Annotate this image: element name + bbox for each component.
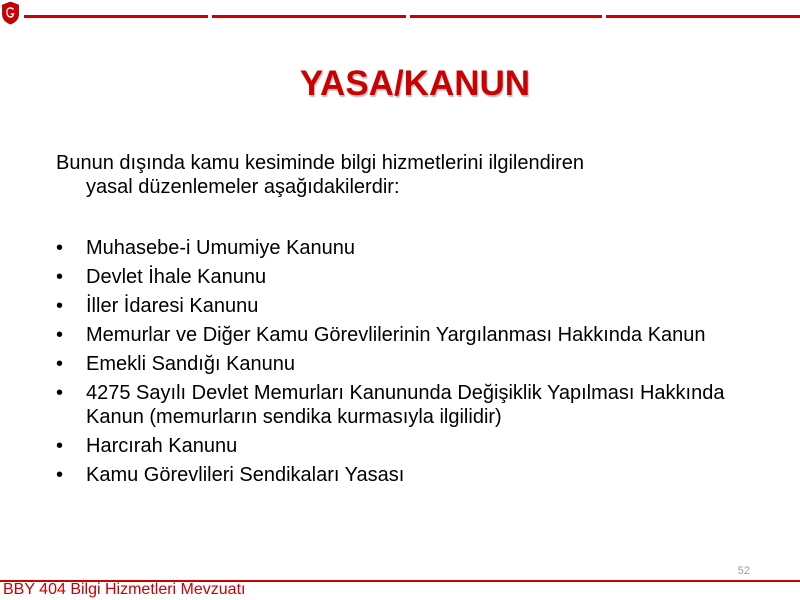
slide-title: YASA/KANUN [299, 64, 531, 103]
list-item-text: 4275 Sayılı Devlet Memurları Kanununda Değişiklik Yapılması Hakkında Kanun (memurların sendika kurmasıyla ilgilidir) [86, 382, 725, 428]
list-item [56, 236, 776, 260]
intro-line-1: Bunun dışında kamu kesiminde bilgi hizmetlerini ilgilendiren [56, 152, 585, 174]
list-item-text: Harcırah Kanunu [86, 435, 238, 457]
list-item-text: Emekli Sandığı Kanunu [86, 353, 296, 375]
header-rule-2-shadow [212, 17, 406, 18]
footer-course-title: BBY 404 Bilgi Hizmetleri Mevzuatı [3, 581, 246, 598]
page-number: 52 [737, 565, 750, 577]
header-rule-4-shadow [606, 17, 800, 18]
bullet-icon: • [56, 435, 64, 457]
bullet-icon: • [56, 295, 64, 317]
intro-line-2: yasal düzenlemeler aşağıdakilerdir: [86, 176, 400, 198]
bullet-icon: • [56, 464, 64, 486]
list-item [56, 463, 776, 487]
bullet-icon: • [56, 237, 64, 259]
list-item-text: Memurlar ve Diğer Kamu Görevlilerinin Yargılanması Hakkında Kanun [86, 324, 706, 346]
header-rule-3-shadow [410, 17, 602, 18]
list-item [56, 352, 776, 376]
bullet-icon: • [56, 382, 64, 404]
list-item [56, 294, 776, 318]
list-item [56, 381, 776, 429]
header-rule-1-shadow [24, 17, 208, 18]
list-item-text: Devlet İhale Kanunu [86, 266, 267, 288]
intro-paragraph [56, 151, 756, 199]
list-item-text: Muhasebe-i Umumiye Kanunu [86, 237, 356, 259]
list-item-text: İller İdaresi Kanunu [86, 295, 259, 317]
list-item [56, 323, 776, 347]
bullet-icon: • [56, 324, 64, 346]
list-item [56, 265, 776, 289]
university-logo-icon [1, 1, 20, 25]
bullet-icon: • [56, 353, 64, 375]
list-item-text: Kamu Görevlileri Sendikaları Yasası [86, 464, 405, 486]
bullet-icon: • [56, 266, 64, 288]
list-item [56, 434, 776, 458]
law-list [56, 236, 776, 492]
